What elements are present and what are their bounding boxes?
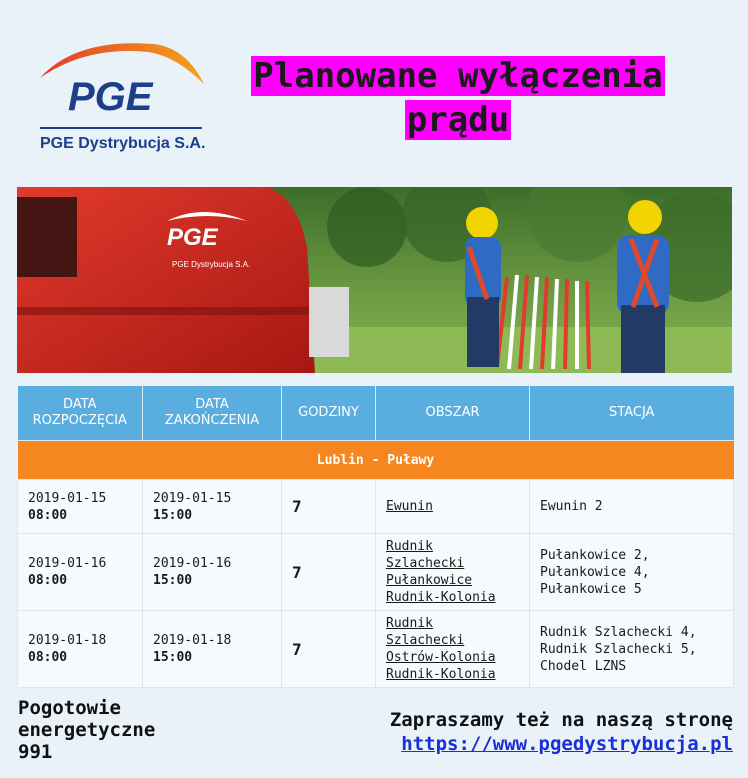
page-title [218, 54, 698, 142]
region-label: Lublin - Puławy [18, 441, 734, 480]
area-link[interactable]: Rudnik Szlachecki [386, 539, 465, 571]
table-header-row [18, 386, 734, 441]
logo-word: PGE [68, 75, 153, 119]
title-line-2: prądu [406, 100, 510, 140]
area-link[interactable]: Rudnik Szlachecki [386, 616, 465, 648]
area-link[interactable]: Ostrów-Kolonia [386, 650, 496, 665]
emergency-line-2: energetyczne [18, 719, 156, 741]
station-cell: Pułankowice 2, Pułankowice 4, Pułankowice 5 [530, 534, 734, 611]
company-name: PGE Dystrybucja S.A. [40, 135, 206, 152]
invite-text: Zapraszamy też na naszą stronę [389, 709, 733, 731]
area-cell [376, 611, 530, 688]
station-cell: Rudnik Szlachecki 4, Rudnik Szlachecki 5, Chodel LZNS [530, 611, 734, 688]
hours-cell: 7 [282, 611, 376, 688]
area-link[interactable]: Ewunin [386, 499, 433, 514]
website-link[interactable]: https://www.pgedystrybucja.pl [401, 733, 733, 755]
area-cell [376, 480, 530, 534]
banner-photo [17, 187, 732, 373]
region-row [18, 441, 734, 480]
area-link[interactable]: Rudnik-Kolonia [386, 590, 496, 605]
header-start-date: DATA ROZPOCZĘCIA [18, 386, 143, 441]
outages-table [17, 386, 734, 688]
header-station: STACJA [530, 386, 734, 441]
website-invite [390, 708, 733, 756]
header-hours: GODZINY [282, 386, 376, 441]
banner-illustration [17, 187, 732, 373]
area-link[interactable]: Rudnik-Kolonia [386, 667, 496, 682]
area-link[interactable]: Pułankowice [386, 573, 473, 588]
table-row [18, 611, 734, 688]
emergency-number: 991 [18, 741, 53, 763]
truck-logo: PGE [167, 224, 218, 251]
emergency-info [18, 697, 155, 763]
title-line-1: Planowane wyłączenia [253, 56, 663, 96]
truck-company: PGE Dystrybucja S.A. [172, 260, 251, 269]
end-cell: 2019-01-16 15:00 [143, 534, 282, 611]
hours-cell: 7 [282, 480, 376, 534]
area-cell [376, 534, 530, 611]
start-cell: 2019-01-18 08:00 [18, 611, 143, 688]
header-area: OBSZAR [376, 386, 530, 441]
start-cell: 2019-01-15 08:00 [18, 480, 143, 534]
start-cell: 2019-01-16 08:00 [18, 534, 143, 611]
end-cell: 2019-01-15 15:00 [143, 480, 282, 534]
emergency-line-1: Pogotowie [18, 697, 121, 719]
hours-cell: 7 [282, 534, 376, 611]
table-row [18, 480, 734, 534]
station-cell: Ewunin 2 [530, 480, 734, 534]
header-end-date: DATA ZAKOŃCZENIA [143, 386, 282, 441]
end-cell: 2019-01-18 15:00 [143, 611, 282, 688]
header [0, 0, 748, 185]
table-row [18, 534, 734, 611]
